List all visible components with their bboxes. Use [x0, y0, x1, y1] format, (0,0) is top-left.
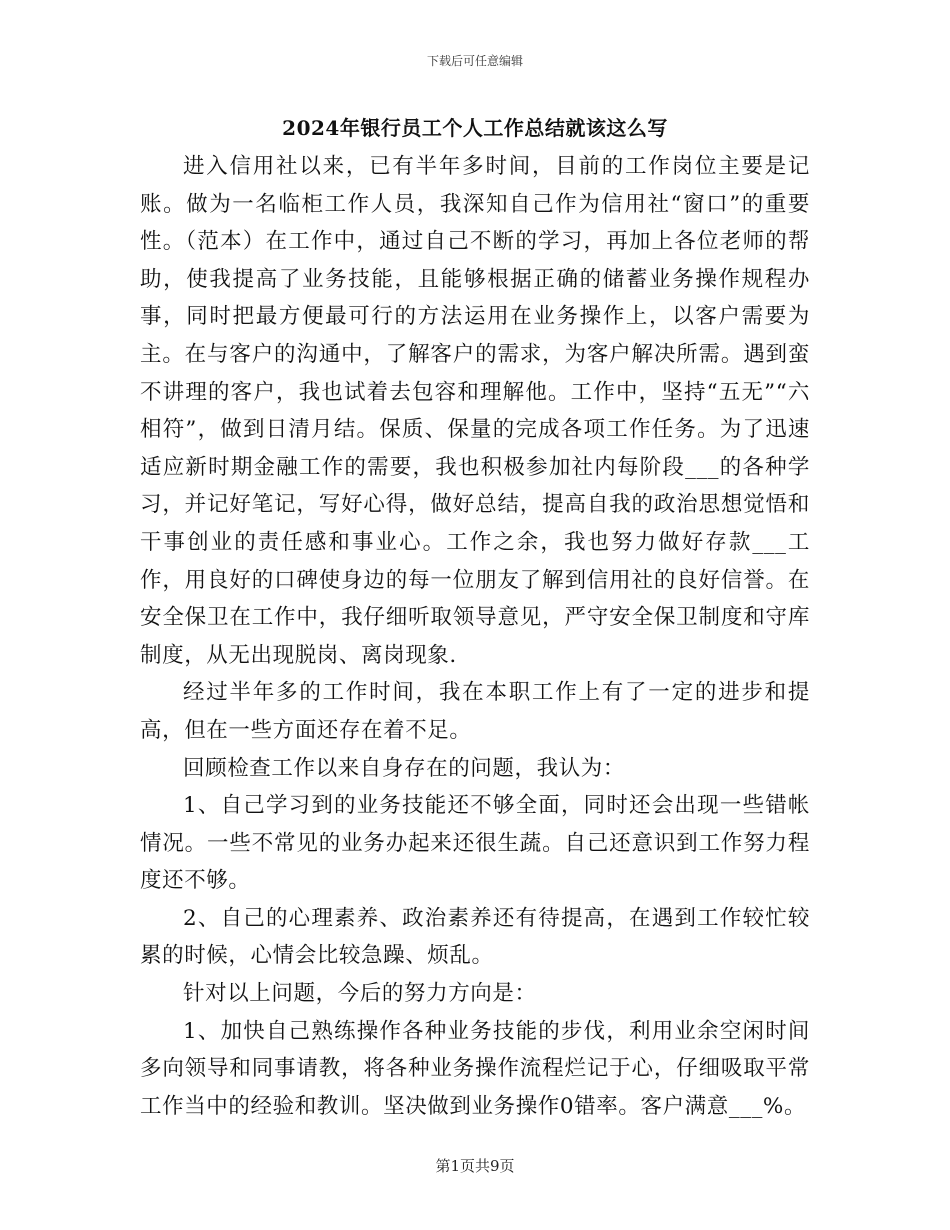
document-body	[140, 110, 810, 1125]
document-title: 2024年银行员工个人工作总结就该这么写	[282, 116, 668, 140]
paragraph-progress: 经过半年多的工作时间，我在本职工作上有了一定的进步和提高，但在一些方面还存在着不足。	[140, 680, 810, 743]
page-number: 第1页共9页	[435, 1157, 515, 1175]
paragraph-review-intro: 回顾检查工作以来自身存在的问题，我认为：	[183, 755, 626, 781]
paragraph-intro: 进入信用社以来，已有半年多时间，目前的工作岗位主要是记账。做为一名临柜工作人员，我深知自己作为信用社“窗口”的重要性。（范本）在工作中，通过自己不断的学习，再加上各位老师的帮助，使我提高了业务技能，且能够根据正确的储蓄业务操作规程办事，同时把最方便最可行的方法运用在业务操作上，以客户需要为主。在与客户的沟通中，了解客户的需求，为客户解决所需。遇到蛮不讲理的客户，我也试着去包容和理解他。工作中，坚持“五无”“六相符”，做到日清月结。保质、保量的完成各项工作任务。为了迅速适应新时期金融工作的需要，我也积极参加社内每阶段___的各种学习，并记好笔记，写好心得，做好总结，提高自我的政治思想觉悟和干事创业的责任感和事业心。工作之余，我也努力做好存款___工作，用良好的口碑使身边的每一位朋友了解到信用社的良好信誉。在安全保卫在工作中，我仔细听取领导意见，严守安全保卫制度和守库制度，从无出现脱岗、离岗现象.	[140, 154, 810, 668]
paragraph-problem-1: 1、自己学习到的业务技能还不够全面，同时还会出现一些错帐情况。一些不常见的业务办起来还很生蔬。自己还意识到工作努力程度还不够。	[140, 793, 810, 894]
paragraph-problem-2: 2、自己的心理素养、政治素养还有待提高，在遇到工作较忙较累的时候，心情会比较急躁、烦乱。	[140, 905, 810, 969]
paragraph-direction-intro: 针对以上问题，今后的努力方向是：	[183, 981, 537, 1007]
page-header-note: 下载后可任意编辑	[426, 54, 523, 68]
paragraph-direction-1: 1、加快自己熟练操作各种业务技能的步伐，利用业余空闲时间多向领导和同事请教，将各种业务操作流程烂记于心，仔细吸取平常工作当中的经验和教训。坚决做到业务操作0错率。客户满意___%。	[140, 1018, 810, 1119]
